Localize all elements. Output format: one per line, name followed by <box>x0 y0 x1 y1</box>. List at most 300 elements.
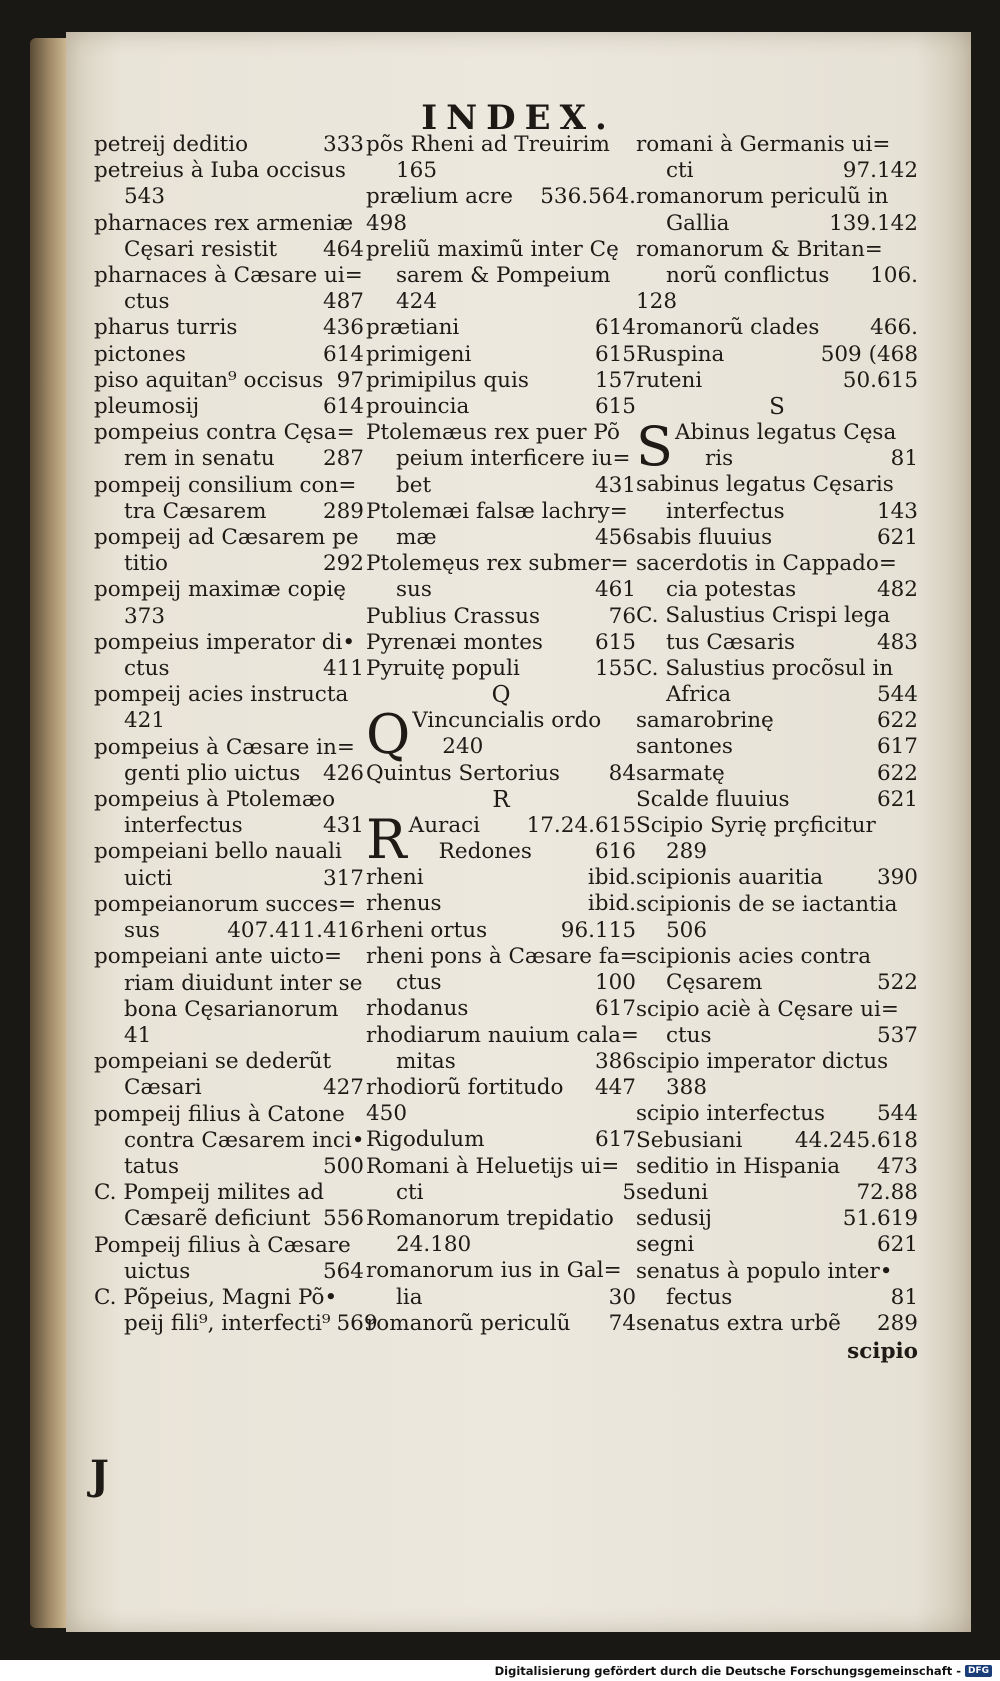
entry-text: C. Salustius procõsul in <box>636 655 894 681</box>
index-entry-line <box>636 944 918 970</box>
page-number: 289 <box>876 1310 918 1336</box>
entry-text: rheni ortus <box>366 917 488 943</box>
page-number: 292 <box>322 551 364 577</box>
entry-text: peij fili⁹, interfecti⁹ <box>124 1311 331 1337</box>
entry-text: Publius Crassus <box>366 603 541 629</box>
index-entry-line <box>409 839 636 865</box>
entry-text: petreius à Iuba occisus <box>94 158 346 184</box>
page-number: 617 <box>594 1127 636 1153</box>
entry-text: ris <box>705 446 734 472</box>
page-number: ibid. <box>587 865 636 891</box>
index-entry-line <box>366 368 636 394</box>
entry-text: põs Rheni ad Treuirim <box>366 132 610 157</box>
index-entry-line <box>94 1102 364 1128</box>
entry-text: romani à Germanis ui= <box>636 132 891 157</box>
page-number: 622 <box>876 760 918 786</box>
entry-text: scipionis acies contra <box>636 944 872 970</box>
entry-text: uictus <box>124 1258 191 1284</box>
entry-text: mæ <box>396 525 437 551</box>
page-number: 51.619 <box>842 1206 918 1232</box>
entry-text: scipionis de se iactantia <box>636 891 898 917</box>
drop-capital: R <box>366 807 407 871</box>
entry-text: senatus extra urbẽ <box>636 1310 841 1336</box>
page-number: 333 <box>322 132 364 157</box>
page-number: 17.24.615 <box>526 812 636 838</box>
index-entry-line <box>94 394 364 420</box>
index-entry-line <box>94 499 364 525</box>
index-entry-line <box>636 1023 918 1049</box>
entry-text: ruteni <box>636 367 703 393</box>
index-entry-line <box>366 394 636 420</box>
index-entry-line <box>94 892 364 918</box>
page-number: 81 <box>890 1284 918 1310</box>
page-number: 614 <box>322 341 364 367</box>
entry-text: Sebusiani <box>636 1127 743 1153</box>
entry-text: pictones <box>94 341 186 367</box>
entry-text: Ptolemæi falsæ lachry= <box>366 498 628 524</box>
entry-text: pompeius à Ptolemæo <box>94 787 336 813</box>
index-entry-line <box>94 787 364 813</box>
page-number: 447 <box>594 1074 636 1100</box>
index-entry-line <box>412 734 636 760</box>
entry-text: sus <box>396 577 432 603</box>
entry-text: sus <box>124 918 160 944</box>
index-entry-line <box>366 761 636 787</box>
entry-text: samarobrinę <box>636 708 774 734</box>
entry-text: sedusij <box>636 1206 712 1232</box>
page-number: 386 <box>594 1048 636 1074</box>
page-number: 97.142 <box>842 158 918 184</box>
page-number: 466. <box>870 315 918 341</box>
index-entry-line <box>636 132 918 158</box>
entry-text: contra Cæsarem inci• <box>124 1127 365 1153</box>
index-entry-line <box>636 263 918 289</box>
index-entry-line <box>366 342 636 368</box>
entry-text: interfectus <box>666 498 785 524</box>
entry-text: C. Pompeij milites ad <box>94 1180 324 1206</box>
index-entry-line <box>366 473 636 499</box>
page-number: 617 <box>594 996 636 1022</box>
entry-text: C. Salustius Crispi lega <box>636 603 891 629</box>
entry-text: pompeij acies instructa <box>94 682 349 708</box>
entry-text: senatus à populo inter• <box>636 1258 893 1284</box>
letter-heading: S <box>769 394 785 421</box>
index-entry-line <box>366 996 636 1022</box>
entry-text: romanorũ periculũ <box>366 1310 571 1336</box>
entry-text: pompeij maximæ copię <box>94 577 346 603</box>
index-entry-line <box>636 1154 918 1180</box>
page-number: 537 <box>876 1022 918 1048</box>
entry-text: romanorũ clades <box>636 315 820 341</box>
index-entry-line <box>94 1233 364 1259</box>
index-entry-line <box>366 630 636 656</box>
page-number: 473 <box>876 1153 918 1179</box>
page-number: 482 <box>876 577 918 603</box>
page-number: 155 <box>594 656 636 682</box>
entry-text: interfectus <box>124 813 243 839</box>
entry-text: romanorum ius in Gal= <box>366 1258 622 1284</box>
page-number: 544 <box>876 1101 918 1127</box>
index-entry-line <box>366 289 636 315</box>
entry-text: ctus <box>396 970 442 996</box>
entry-text: Cæsari <box>124 1075 202 1101</box>
index-entry-line <box>636 656 918 682</box>
entry-text: pompeiani ante uicto= <box>94 944 343 970</box>
page-number: 431 <box>594 472 636 498</box>
index-entry-line <box>636 289 918 315</box>
entry-text: bet <box>396 472 432 498</box>
index-entry-line <box>636 682 918 708</box>
entry-text: prouincia <box>366 394 470 420</box>
page-number: 157 <box>594 367 636 393</box>
index-entry-line <box>94 1023 364 1049</box>
page-number: 456 <box>594 525 636 551</box>
entry-text: piso aquitan⁹ occisus <box>94 367 324 393</box>
index-entry-line <box>366 1232 636 1258</box>
page-number: 139.142 <box>829 210 918 236</box>
entry-text: pompeius contra Cęsa= <box>94 420 355 446</box>
entry-text: 506 <box>666 917 708 943</box>
entry-text: rhenus <box>366 891 442 917</box>
page-number: 522 <box>876 970 918 996</box>
index-entry-line <box>366 1101 636 1127</box>
entry-text: cti <box>396 1179 424 1205</box>
entry-text: Cæsarẽ deficiunt <box>124 1206 311 1232</box>
entry-text: 41 <box>124 1022 152 1048</box>
entry-text: Abinus legatus Cęsa <box>675 420 897 446</box>
index-entry-line <box>94 158 364 184</box>
page-number: 564 <box>322 1258 364 1284</box>
entry-text: 498 <box>366 210 408 236</box>
page-number: 544 <box>876 682 918 708</box>
index-entry-line <box>94 656 364 682</box>
page-number: 431 <box>322 813 364 839</box>
catchword: scipio <box>847 1339 918 1365</box>
page-number: 615 <box>594 394 636 420</box>
index-entry-line <box>366 656 636 682</box>
entry-text: mitas <box>396 1048 456 1074</box>
entry-text: 388 <box>666 1075 708 1101</box>
index-entry-line <box>366 237 636 263</box>
index-entry-line <box>94 420 364 446</box>
index-entry-line <box>94 1285 364 1311</box>
index-entry-line <box>94 368 364 394</box>
entry-text: Ptolemęus rex submer= <box>366 551 629 577</box>
index-entry-line <box>636 1128 918 1154</box>
entry-text: cia potestas <box>666 577 797 603</box>
entry-text: pompeij consilium con= <box>94 472 357 498</box>
page-number: 621 <box>876 1232 918 1258</box>
signature-mark: J <box>90 1452 109 1499</box>
index-entry-line <box>636 997 918 1023</box>
entry-text: pompeiani se dederũt <box>94 1049 332 1075</box>
index-entry-line <box>94 1049 364 1075</box>
entry-text: Romanorum trepidatio <box>366 1205 614 1231</box>
page-number: 289 <box>322 498 364 524</box>
index-entry-line <box>94 551 364 577</box>
page-number: 84 <box>608 760 636 786</box>
index-entry-line <box>636 551 918 577</box>
entry-text: Cęsarem <box>666 970 763 996</box>
index-entry-line <box>636 603 918 629</box>
index-entry-line <box>94 263 364 289</box>
entry-text: fectus <box>666 1284 733 1310</box>
entry-text: C. Põpeius, Magni Põ• <box>94 1284 338 1310</box>
entry-text: 450 <box>366 1101 408 1127</box>
index-entry-line <box>636 1311 918 1337</box>
entry-text: peium interficere iu= <box>396 446 631 472</box>
index-entry-line <box>636 315 918 341</box>
footer <box>495 1661 992 1681</box>
entry-text: Ptolemæus rex puer Põ <box>366 420 620 446</box>
entry-text: tra Cæsarem <box>124 498 267 524</box>
page-number: 96.115 <box>560 917 636 943</box>
index-entry-line <box>94 577 364 603</box>
index-entry-line <box>94 839 364 865</box>
page-title: INDEX. <box>421 98 616 138</box>
page-number: 407.411.416 <box>227 918 364 944</box>
page-number: 411 <box>322 656 364 682</box>
page-number: 100 <box>594 970 636 996</box>
entry-text: bona Cęsarianorum <box>124 996 339 1022</box>
index-entry-line <box>636 499 918 525</box>
entry-text: lia <box>396 1284 423 1310</box>
page-number: ibid. <box>587 891 636 917</box>
index-entry-line <box>94 944 364 970</box>
entry-text: pompeianorum succes= <box>94 891 357 917</box>
index-entry-line <box>366 1285 636 1311</box>
index-entry-line <box>94 971 364 997</box>
page-number: 287 <box>322 446 364 472</box>
index-entry-line <box>366 211 636 237</box>
index-entry-line <box>94 630 364 656</box>
index-entry-line <box>636 813 918 839</box>
page-number: 487 <box>322 289 364 315</box>
index-entry-line <box>636 865 918 891</box>
index-entry-line <box>366 132 636 158</box>
entry-text: 24.180 <box>396 1232 472 1258</box>
entry-text: romanorum & Britan= <box>636 236 883 262</box>
entry-text: rem in senatu <box>124 446 275 472</box>
index-entry-line <box>636 525 918 551</box>
entry-text: Pyruitę populi <box>366 656 520 682</box>
page-number: 427 <box>322 1075 364 1101</box>
index-entry-line <box>366 525 636 551</box>
page-number: 621 <box>876 524 918 550</box>
index-entry-line <box>94 1154 364 1180</box>
index-entry-line <box>636 1232 918 1258</box>
entry-text: Cęsari resistit <box>124 236 278 262</box>
entry-text: 424 <box>396 289 438 315</box>
entry-text: pompeiani bello nauali <box>94 839 342 865</box>
index-entry-line <box>636 184 918 210</box>
index-entry-line <box>636 839 918 865</box>
index-entry-line <box>366 1180 636 1206</box>
entry-text: prætiani <box>366 315 460 341</box>
index-entry-line <box>94 708 364 734</box>
index-entry-line <box>94 866 364 892</box>
index-entry-line <box>94 315 364 341</box>
entry-text: pleumosij <box>94 394 200 420</box>
page-number: 76 <box>608 603 636 629</box>
index-entry-line <box>366 263 636 289</box>
index-entry-line <box>94 761 364 787</box>
entry-text: tus Cæsaris <box>666 629 796 655</box>
index-entry-line <box>636 970 918 996</box>
index-entry-line <box>636 237 918 263</box>
entry-text: Romani à Heluetijs ui= <box>366 1153 620 1179</box>
index-entry-line <box>366 315 636 341</box>
index-entry-line <box>636 368 918 394</box>
index-entry-line <box>366 1206 636 1232</box>
index-entry-line <box>636 1259 918 1285</box>
index-entry-line <box>636 630 918 656</box>
index-entry-line <box>94 1075 364 1101</box>
entry-text: petreij deditio <box>94 132 249 157</box>
entry-text: ctus <box>124 656 170 682</box>
entry-text: sarmatę <box>636 760 725 786</box>
entry-text: Gallia <box>666 210 730 236</box>
index-entry-line <box>366 1022 639 1049</box>
letter-heading: R <box>492 786 510 813</box>
page-number: 621 <box>876 786 918 812</box>
entry-text: pharus turris <box>94 315 238 341</box>
index-entry-line <box>366 1311 636 1337</box>
index-entry-line <box>94 813 364 839</box>
index-entry-line <box>94 132 364 158</box>
page-number: 464 <box>322 236 364 262</box>
index-entry-line <box>366 944 636 970</box>
index-entry-line <box>366 1075 636 1101</box>
index-entry-line <box>636 1285 918 1311</box>
index-entry-line <box>94 997 364 1023</box>
page-number: 617 <box>876 734 918 760</box>
drop-capital: S <box>636 415 673 479</box>
entry-text: pharnaces rex armeniæ <box>94 210 354 236</box>
page-number: 569 <box>336 1311 378 1337</box>
index-entry-line <box>366 1049 636 1075</box>
index-entry-line <box>94 289 364 315</box>
entry-text: Africa <box>666 682 732 708</box>
index-entry-line <box>366 1127 636 1153</box>
index-entry-line <box>636 1180 918 1206</box>
page-number: 622 <box>876 708 918 734</box>
entry-text: titio <box>124 551 168 577</box>
index-entry-line <box>366 446 636 472</box>
entry-text: primipilus quis <box>366 367 529 393</box>
page-number: 615 <box>594 629 636 655</box>
index-column-2 <box>366 132 639 1337</box>
entry-text: sabinus legatus Cęsaris <box>636 472 894 498</box>
entry-text: Pompeij filius à Cæsare <box>94 1232 351 1258</box>
drop-capital: Q <box>366 703 411 767</box>
entry-text: Scipio Syrię prçficitur <box>636 813 876 839</box>
entry-text: pompeius imperator di• <box>94 629 356 655</box>
entry-text: Redones <box>438 839 532 865</box>
index-entry-line <box>636 734 918 760</box>
index-entry-line <box>94 918 364 944</box>
index-entry-line <box>94 735 364 761</box>
index-entry-line <box>636 1101 918 1127</box>
page-number: 143 <box>876 498 918 524</box>
page-number: 536.564. <box>540 184 636 210</box>
page-number: 483 <box>876 629 918 655</box>
page-number: 50.615 <box>842 367 918 393</box>
entry-text: pompeij filius à Catone <box>94 1101 345 1127</box>
index-entry-line <box>366 577 636 603</box>
page-number: 509 (468 <box>820 341 918 367</box>
entry-text: preliũ maximũ inter Cę <box>366 236 619 262</box>
index-entry-line <box>636 577 918 603</box>
index-entry-line <box>366 918 636 944</box>
entry-text: rheni pons à Cæsare fa= <box>366 943 638 969</box>
index-entry-line <box>366 604 636 630</box>
index-entry-line <box>94 237 364 263</box>
entry-text: scipionis auaritia <box>636 865 824 891</box>
page-number: 616 <box>594 839 636 865</box>
index-entry-line <box>94 342 364 368</box>
index-entry-line <box>366 551 636 577</box>
index-entry-line <box>94 1259 364 1285</box>
index-entry-line <box>366 1154 636 1180</box>
book-page <box>66 32 971 1632</box>
footer-text: Digitalisierung gefördert durch die Deutsche Forschungsgemeinschaft - <box>494 1664 961 1678</box>
entry-text: seditio in Hispania <box>636 1153 841 1179</box>
entry-text: scipio interfectus <box>636 1101 825 1127</box>
entry-text: 128 <box>636 289 678 315</box>
index-entry-line <box>94 682 364 708</box>
index-entry-line <box>94 446 364 472</box>
index-entry-line <box>366 1258 636 1284</box>
index-entry-line <box>366 184 636 210</box>
index-entry-line <box>675 446 918 472</box>
index-entry-line <box>94 473 364 499</box>
page-number: 461 <box>594 577 636 603</box>
entry-text: 165 <box>396 158 438 184</box>
entry-text: 373 <box>124 603 166 629</box>
entry-text: 289 <box>666 839 708 865</box>
page-number: 5 <box>622 1179 636 1205</box>
entry-text: uicti <box>124 865 173 891</box>
index-entry-line <box>636 472 918 498</box>
page-number: 614 <box>594 315 636 341</box>
page-number: 72.88 <box>856 1179 918 1205</box>
index-entry-line <box>636 342 918 368</box>
entry-text: prælium acre <box>366 184 513 210</box>
entry-text: rhodiarum nauium cala= <box>366 1022 639 1048</box>
index-entry-line <box>366 499 636 525</box>
page-number: 426 <box>322 760 364 786</box>
index-entry-line <box>636 761 918 787</box>
entry-text: riam diuidunt inter se <box>124 970 363 996</box>
entry-text: segni <box>636 1232 695 1258</box>
entry-text: santones <box>636 734 733 760</box>
entry-text: Ruspina <box>636 341 725 367</box>
page-number: 615 <box>594 341 636 367</box>
page-number: 106. <box>870 263 918 289</box>
dfg-logo: DFG <box>965 1665 992 1677</box>
index-entry-line <box>94 1128 364 1154</box>
entry-text: 543 <box>124 184 166 210</box>
entry-text: pompeius à Cæsare in= <box>94 734 355 760</box>
entry-text: sacerdotis in Cappado= <box>636 551 897 577</box>
entry-text: rheni <box>366 865 424 891</box>
entry-text: scipio aciè à Cęsare ui= <box>636 996 899 1022</box>
index-entry-line <box>636 1206 918 1232</box>
index-entry-line <box>366 891 636 917</box>
page-number: 317 <box>322 865 364 891</box>
index-entry-line <box>94 604 364 630</box>
